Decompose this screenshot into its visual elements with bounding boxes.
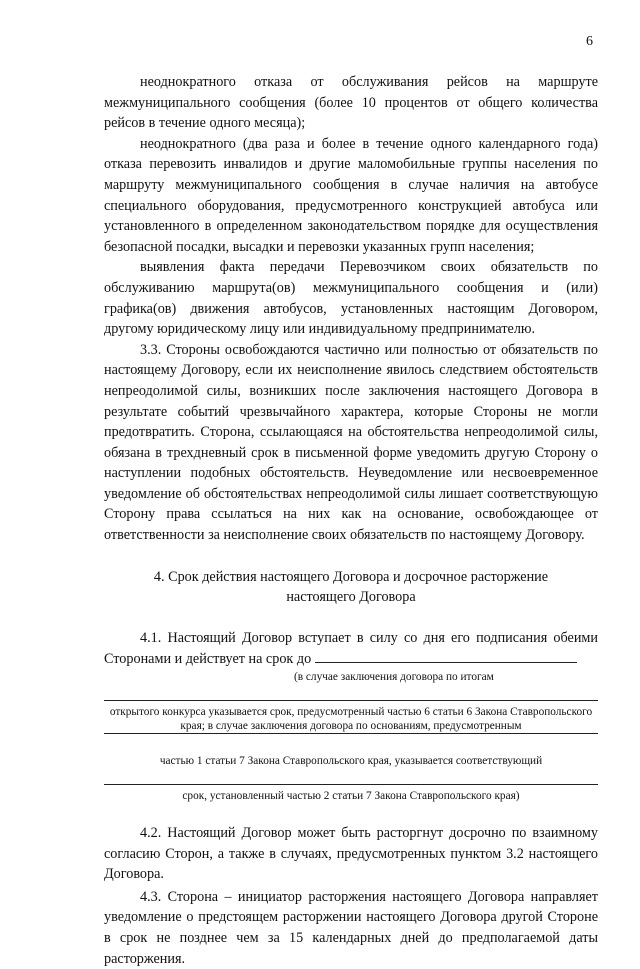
blank-line (104, 768, 598, 785)
paragraph-4-3: 4.3. Сторона – инициатор расторжения настоящего Договора направляет уведомление о предстоящем расторжении настоящего Договора другой Стороне в срок не позднее чем за 15 календарных дней до предполагаемой даты расторжения. (104, 888, 598, 967)
footnote-line: (в случае заключения договора по итогам (294, 671, 494, 684)
footnote-line: открытого конкурса указывается срок, предусмотренный частью 6 статьи 6 Закона Ставропольского края; в случае заключения договора по основаниям, предусмотренным (109, 706, 593, 733)
paragraph: неоднократного отказа от обслуживания рейсов на маршруте межмуниципального сообщения (более 10 процентов от общего количества рейсов в течение одного месяца); (104, 74, 598, 132)
paragraph: неоднократного (два раза и более в течение одного календарного года) отказа перевозить инвалидов и другие маломобильные группы населения по маршруту межмуниципального сообщения в случае наличия на автобусе специального оборудования, предусмотренного конструкцией автобуса или установленного в определенном законодательством порядке для осуществления безопасной посадки, высадки и перевозки указанных групп населения; (104, 135, 598, 255)
heading-line: настоящего Договора (286, 589, 416, 606)
page-number: 6 (586, 34, 593, 49)
document-body (104, 72, 598, 969)
paragraph-4-1-text: 4.1. Настоящий Договор вступает в силу со дня его подписания обеими Сторонами и действует на срок до (104, 629, 598, 668)
paragraph-4-1 (104, 628, 598, 670)
heading-line: 4. Срок действия настоящего Договора и досрочное расторжение (153, 568, 549, 585)
section-4-heading (104, 567, 598, 608)
blank-line (104, 684, 598, 701)
footnote-line: частью 1 статьи 7 Закона Ставропольского края, указывается соответствующий (159, 755, 543, 768)
paragraph: выявления факта передачи Перевозчиком своих обязательств по обслуживанию маршрута(ов) межмуниципального сообщения и (или) графика(ов) движения автобусов, установленных настоящим Договором, другому юридическому лицу или индивидуальному предпринимателю. (104, 259, 598, 338)
term-blank-line (315, 648, 577, 663)
paragraph-3-3: 3.3. Стороны освобождаются частично или полностью от обязательств по настоящему Договору, если их неисполнение явилось следствием обстоятельств непреодолимой силы, возникших после заключения настоящего Договора в результате событий чрезвычайного характера, которые Стороны не могли предотвратить. Сторона, ссылающаяся на обстоятельства непреодолимой силы, обязана в трехдневный срок в письменной форме уведомить другую Сторону о наступлении подобных обстоятельств. Неуведомление или несвоевременное уведомление об обстоятельствах непреодолимой силы лишает соответствующую Сторону права ссылаться на них как на основание, освобождающее от ответственности за неисполнение своих обязательств по настоящему Договору. (104, 341, 598, 544)
footnote-line: срок, установленный частью 2 статьи 7 Закона Ставропольского края) (182, 790, 520, 803)
paragraph-4-2: 4.2. Настоящий Договор может быть расторгнут досрочно по взаимному согласию Сторон, а также в случаях, предусмотренных пунктом 3.2 настоящего Договора. (104, 825, 598, 883)
